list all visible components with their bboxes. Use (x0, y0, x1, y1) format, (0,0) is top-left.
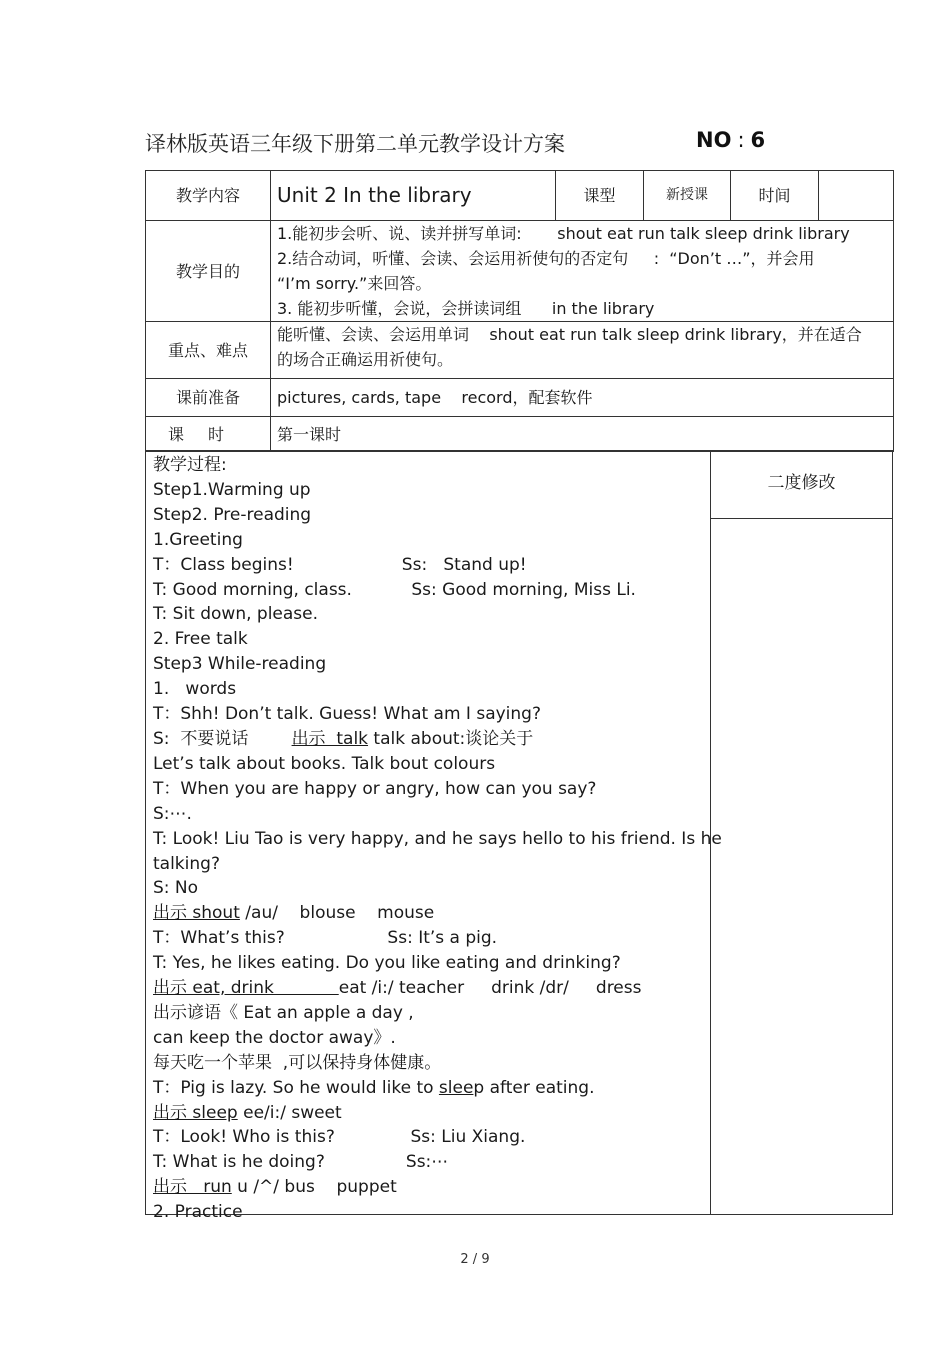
process-line: 出示谚语《 Eat an apple a day , (153, 1002, 414, 1023)
time-label: 时间 (731, 171, 819, 221)
revision-column (711, 451, 892, 1214)
lesson-number-label: NO (696, 128, 732, 152)
process-line: T：When you are happy or angry, how can you say? (153, 778, 597, 799)
process-line: T: Yes, he likes eating. Do you like eating and drinking? (153, 953, 621, 974)
goal-line: 1.能初步会听、说、读并拼写单词: shout eat run talk sleep drink library (277, 224, 850, 243)
process-line: Step1.Warming up (153, 479, 311, 500)
process-line: T: Sit down, please. (153, 604, 319, 625)
process-line: T：Class begins! Ss: Stand up! (153, 554, 527, 575)
process-line: talking? (153, 853, 220, 874)
process-line: T: Good morning, class. Ss: Good morning, Miss Li. (153, 579, 636, 600)
keypoint-label: 重点、难点 (146, 322, 271, 379)
process-line: can keep the doctor away》. (153, 1027, 396, 1048)
process-line: 出示 eat, drink eat /i:/ teacher drink /dr/ dress (153, 978, 642, 999)
process-line: 出示 run u /^/ bus puppet (153, 1177, 397, 1198)
keypoint-list (271, 322, 894, 379)
process-line: T: What is he doing? Ss:⋯ (153, 1152, 449, 1173)
row-keypoints (146, 322, 894, 379)
process-line: 2. Practice (153, 1202, 243, 1223)
keypoint-line: 能听懂、会读、会运用单词 shout eat run talk sleep drink library，并在适合 (277, 325, 862, 344)
type-value: 新授课 (644, 171, 731, 221)
process-line: 2. Free talk (153, 629, 248, 650)
content-label: 教学内容 (146, 171, 271, 221)
process-line: S: 不要说话 出示 talk talk about:谈论关于 (153, 728, 534, 749)
period-value: 第一课时 (271, 417, 894, 452)
process-line: 教学过程: (153, 455, 227, 475)
content-value: Unit 2 In the library (271, 171, 556, 221)
goal-label: 教学目的 (146, 221, 271, 322)
process-line: S:⋯. (153, 803, 192, 824)
goal-line: 2.结合动词，听懂、会读、会运用祈使句的否定句 : “Don’t …”，并会用 (277, 249, 815, 268)
page-number: 2 / 9 (460, 1252, 490, 1267)
period-label: 课时 (146, 417, 271, 452)
process-line: T：What’s this? Ss: It’s a pig. (153, 928, 498, 949)
type-label: 课型 (556, 171, 644, 221)
process-line: Step3 While-reading (153, 654, 327, 675)
process-line: T: Look! Liu Tao is very happy, and he says hello to his friend. Is he (153, 828, 722, 849)
prep-label: 课前准备 (146, 379, 271, 417)
process-line: 每天吃一个苹果 ,可以保持身体健康。 (153, 1052, 442, 1073)
goal-line: “I’m sorry.”来回答。 (277, 274, 432, 293)
row-period (146, 417, 894, 452)
row-goals (146, 221, 894, 322)
lesson-info-table (145, 170, 894, 452)
goal-line: 3. 能初步听懂，会说，会拼读词组 in the library (277, 299, 655, 318)
process-line: T：Pig is lazy. So he would like to sleep after eating. (153, 1077, 595, 1098)
process-line: Let’s talk about books. Talk bout colours (153, 753, 496, 774)
process-content (146, 451, 722, 1223)
process-line: T：Look! Who is this? Ss: Liu Xiang. (153, 1127, 526, 1148)
revision-label: 二度修改 (711, 451, 892, 519)
keypoint-line: 的场合正确运用祈使句。 (277, 350, 454, 369)
page-title: 译林版英语三年级下册第二单元教学设计方案 (145, 132, 565, 156)
lesson-number-value: 6 (750, 128, 766, 152)
prep-value: pictures, cards, tape record，配套软件 (271, 379, 894, 417)
process-line: 1.Greeting (153, 529, 243, 550)
row-prep (146, 379, 894, 417)
process-line: 出示 sleep ee/i:/ sweet (153, 1102, 342, 1123)
row-content (146, 171, 894, 221)
teaching-process (145, 450, 893, 1223)
process-line: 1. words (153, 679, 237, 700)
process-line: S: No (153, 878, 199, 899)
lesson-number: NO : 6 (696, 128, 766, 152)
process-line: T：Shh! Don’t talk. Guess! What am I saying? (153, 704, 541, 725)
goal-list (271, 221, 894, 322)
time-value (819, 171, 894, 221)
process-line: 出示 shout /au/ blouse mouse (153, 903, 435, 924)
process-line: Step2. Pre-reading (153, 504, 312, 525)
